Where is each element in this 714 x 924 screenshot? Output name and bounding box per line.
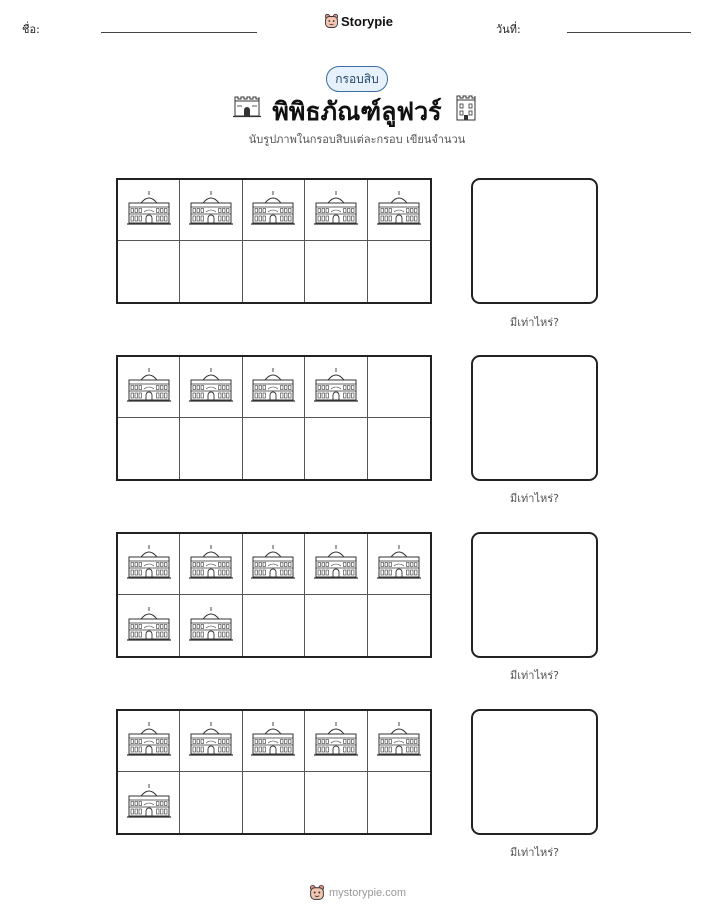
answer-label-3: มีเท่าไหร่? bbox=[510, 669, 559, 682]
ten-frame-cell bbox=[305, 711, 367, 772]
ten-frame-cell bbox=[118, 595, 180, 656]
louvre-building-icon bbox=[377, 544, 421, 584]
louvre-building-icon bbox=[251, 544, 295, 584]
ten-frame-cell bbox=[368, 180, 430, 241]
answer-box-3[interactable] bbox=[471, 532, 598, 658]
louvre-building-icon bbox=[189, 190, 233, 230]
ten-frame-cell bbox=[118, 772, 180, 833]
ten-frame-cell bbox=[368, 711, 430, 772]
ten-frame-cell bbox=[368, 595, 430, 656]
tower-icon bbox=[452, 94, 480, 122]
ten-frame-cell bbox=[180, 772, 242, 833]
footer-url: mystorypie.com bbox=[329, 886, 407, 899]
ten-frame-cell bbox=[368, 357, 430, 418]
footer bbox=[309, 884, 406, 901]
answer-box-1[interactable] bbox=[471, 178, 598, 304]
louvre-building-icon bbox=[377, 721, 421, 761]
ten-frame-cell bbox=[243, 772, 305, 833]
louvre-building-icon bbox=[251, 721, 295, 761]
ten-frame-cell bbox=[118, 357, 180, 418]
ten-frame-cell bbox=[243, 241, 305, 302]
ten-frame-cell bbox=[180, 241, 242, 302]
ten-frame-cell bbox=[305, 357, 367, 418]
louvre-building-icon bbox=[189, 721, 233, 761]
ten-frame-cell bbox=[180, 180, 242, 241]
ten-frame-cell bbox=[180, 534, 242, 595]
ten-frame-cell bbox=[305, 595, 367, 656]
brand-logo bbox=[324, 13, 393, 29]
louvre-building-icon bbox=[314, 544, 358, 584]
ten-frame-cell bbox=[243, 595, 305, 656]
ten-frame-cell bbox=[305, 241, 367, 302]
louvre-building-icon bbox=[127, 544, 171, 584]
ten-frame-cell bbox=[305, 772, 367, 833]
topic-tag: กรอบสิบ bbox=[326, 66, 388, 92]
ten-frame-cell bbox=[118, 241, 180, 302]
ten-frame-2 bbox=[116, 355, 432, 481]
ten-frame-cell bbox=[118, 711, 180, 772]
ten-frame-cell bbox=[118, 418, 180, 479]
date-label: วันที่: bbox=[496, 23, 521, 36]
louvre-building-icon bbox=[314, 190, 358, 230]
ten-frame-cell bbox=[243, 357, 305, 418]
ten-frame-cell bbox=[243, 711, 305, 772]
louvre-building-icon bbox=[251, 190, 295, 230]
storypie-mascot-icon bbox=[324, 13, 339, 29]
answer-label-4: มีเท่าไหร่? bbox=[510, 846, 559, 859]
ten-frame-cell bbox=[180, 595, 242, 656]
ten-frame-3 bbox=[116, 532, 432, 658]
louvre-building-icon bbox=[314, 367, 358, 407]
name-label: ชื่อ: bbox=[22, 23, 40, 36]
louvre-building-icon bbox=[127, 190, 171, 230]
worksheet-title: พิพิธภัณฑ์ลูฟวร์ bbox=[272, 97, 442, 126]
ten-frame-cell bbox=[243, 180, 305, 241]
louvre-building-icon bbox=[189, 544, 233, 584]
ten-frame-cell bbox=[180, 711, 242, 772]
answer-box-4[interactable] bbox=[471, 709, 598, 835]
ten-frame-cell bbox=[243, 534, 305, 595]
louvre-building-icon bbox=[314, 721, 358, 761]
answer-box-2[interactable] bbox=[471, 355, 598, 481]
answer-label-1: มีเท่าไหร่? bbox=[510, 316, 559, 329]
ten-frame-cell bbox=[368, 241, 430, 302]
ten-frame-cell bbox=[180, 418, 242, 479]
ten-frame-cell bbox=[305, 534, 367, 595]
date-line[interactable] bbox=[567, 32, 691, 33]
ten-frame-cell bbox=[118, 180, 180, 241]
ten-frame-cell bbox=[243, 418, 305, 479]
louvre-building-icon bbox=[127, 783, 171, 823]
ten-frame-cell bbox=[368, 418, 430, 479]
ten-frame-cell bbox=[305, 180, 367, 241]
louvre-building-icon bbox=[127, 721, 171, 761]
name-line[interactable] bbox=[101, 32, 257, 33]
answer-label-2: มีเท่าไหร่? bbox=[510, 492, 559, 505]
instruction-text: นับรูปภาพในกรอบสิบแต่ละกรอบ เขียนจำนวน bbox=[248, 133, 466, 146]
ten-frame-cell bbox=[368, 534, 430, 595]
ten-frame-1 bbox=[116, 178, 432, 304]
storypie-mascot-icon bbox=[309, 884, 325, 901]
ten-frame-cell bbox=[118, 534, 180, 595]
louvre-building-icon bbox=[251, 367, 295, 407]
louvre-building-icon bbox=[189, 367, 233, 407]
brand-name: Storypie bbox=[341, 13, 394, 29]
ten-frame-cell bbox=[368, 772, 430, 833]
ten-frame-4 bbox=[116, 709, 432, 835]
louvre-building-icon bbox=[127, 606, 171, 646]
louvre-building-icon bbox=[189, 606, 233, 646]
ten-frame-cell bbox=[180, 357, 242, 418]
louvre-building-icon bbox=[127, 367, 171, 407]
ten-frame-cell bbox=[305, 418, 367, 479]
louvre-building-icon bbox=[377, 190, 421, 230]
